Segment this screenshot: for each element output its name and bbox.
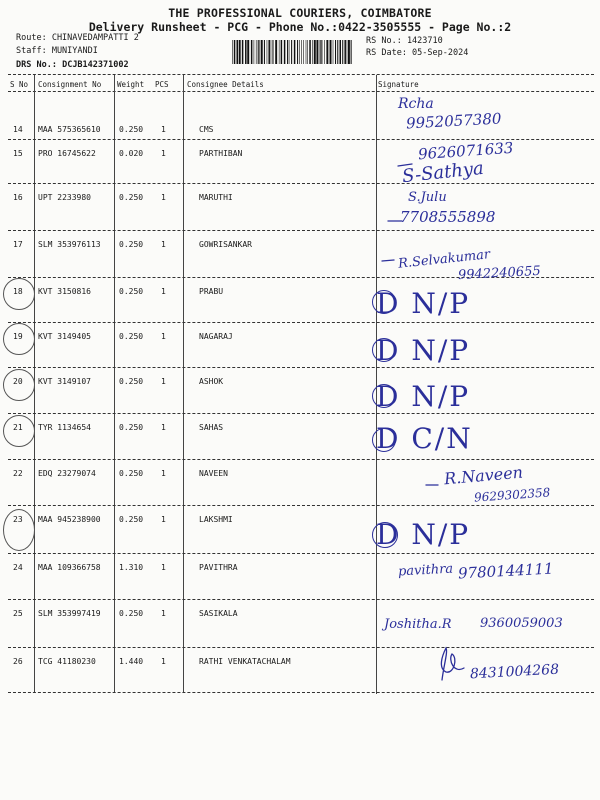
- signature-phone: 9952057380: [405, 109, 502, 133]
- signature-scribble: [432, 644, 468, 684]
- row-consignee: MARUTHI: [199, 193, 233, 202]
- row-weight: 1.440: [119, 657, 144, 666]
- row-pcs: 1: [161, 240, 166, 249]
- row-sno: 23: [13, 515, 23, 524]
- row-consignment: TYR 1134654: [38, 423, 91, 432]
- signature-handwriting: D N/P: [376, 518, 471, 551]
- signature-handwriting: Rcha: [398, 96, 434, 112]
- row-pcs: 1: [161, 609, 166, 618]
- row-sno: 19: [13, 332, 23, 341]
- row-consignment: KVT 3149107: [38, 377, 91, 386]
- route-text: Route: CHINAVEDAMPATTI 2: [16, 33, 139, 43]
- row-divider: [8, 183, 594, 184]
- signature-handwriting: R.Naveen: [443, 462, 524, 489]
- row-consignee: NAVEEN: [199, 469, 228, 478]
- signature-phone: 9360059003: [480, 616, 563, 631]
- row-consignee: RATHI VENKATACHALAM: [199, 657, 291, 666]
- row-weight: 0.250: [119, 515, 144, 524]
- row-consignment: UPT 2233980: [38, 193, 91, 202]
- row-weight: 1.310: [119, 563, 144, 572]
- row-sno: 15: [13, 149, 23, 158]
- row-consignment: SLM 353976113: [38, 240, 101, 249]
- barcode-image: [232, 40, 354, 64]
- col-sno: S No: [10, 80, 29, 89]
- signature-handwriting: D N/P: [376, 334, 471, 367]
- row-sno: 22: [13, 469, 23, 478]
- row-consignee: SAHAS: [199, 423, 224, 432]
- col-consignment: Consignment No: [38, 80, 102, 89]
- pencil-circle-mark: [3, 278, 35, 310]
- signature-handwriting: S.Julu: [408, 190, 447, 205]
- signature-handwriting: Joshitha.R: [384, 617, 452, 632]
- row-consignee: GOWRISANKAR: [199, 240, 252, 249]
- drs-number: [16, 60, 129, 70]
- row-consignee: ASHOK: [199, 377, 224, 386]
- signature-phone: 9942240655: [457, 263, 542, 284]
- signature-handwriting: D C/N: [376, 422, 473, 455]
- row-sno: 20: [13, 377, 23, 386]
- row-weight: 0.250: [119, 609, 144, 618]
- table-header: [0, 77, 600, 91]
- col-signature: Signature: [378, 80, 419, 89]
- row-consignment: EDQ 23279074: [38, 469, 96, 478]
- row-divider: [8, 505, 594, 506]
- row-consignment: MAA 575365610: [38, 125, 101, 134]
- rs-date: RS Date: 05-Sep-2024: [366, 48, 469, 58]
- row-pcs: 1: [161, 657, 166, 666]
- row-divider: [8, 230, 594, 231]
- row-consignee: LAKSHMI: [199, 515, 233, 524]
- row-pcs: 1: [161, 332, 166, 341]
- drs-value: DCJB142371002: [62, 60, 129, 70]
- row-consignee: PARTHIBAN: [199, 149, 243, 158]
- pen-dash: [380, 256, 398, 266]
- row-sno: 17: [13, 240, 23, 249]
- row-sno: 21: [13, 423, 23, 432]
- col-consignee: Consignee Details: [187, 80, 264, 89]
- row-sno: 16: [13, 193, 23, 202]
- col-pcs: PCS: [155, 80, 169, 89]
- row-divider: [8, 553, 594, 554]
- row-weight: 0.250: [119, 287, 144, 296]
- row-divider: [8, 459, 594, 460]
- row-pcs: 1: [161, 287, 166, 296]
- rs-number: RS No.: 1423710: [366, 36, 443, 46]
- row-consignment: SLM 353997419: [38, 609, 101, 618]
- row-consignee: PAVITHRA: [199, 563, 238, 572]
- row-consignment: KVT 3150816: [38, 287, 91, 296]
- row-weight: 0.020: [119, 149, 144, 158]
- row-consignment: PRO 16745622: [38, 149, 96, 158]
- runsheet-subtitle: Delivery Runsheet - PCG - Phone No.:0422-3505555 - Page No.:2: [88, 20, 512, 34]
- table-top-rule: [8, 74, 594, 75]
- staff-text: Staff: MUNIYANDI: [16, 46, 98, 56]
- signature-phone: 8431004268: [469, 661, 560, 683]
- row-pcs: 1: [161, 515, 166, 524]
- company-title: THE PROFESSIONAL COURIERS, COIMBATORE: [168, 6, 432, 20]
- signature-handwriting: S-Sathya: [401, 157, 485, 188]
- signature-phone: 7708555898: [400, 208, 496, 226]
- row-consignment: MAA 945238900: [38, 515, 101, 524]
- row-pcs: 1: [161, 469, 166, 478]
- row-pcs: 1: [161, 193, 166, 202]
- pencil-circle-mark: [3, 323, 35, 355]
- row-pcs: 1: [161, 125, 166, 134]
- pencil-circle-mark: [3, 369, 35, 401]
- pen-dash: [396, 160, 416, 170]
- pen-dash: [424, 480, 442, 490]
- drs-label: DRS No.:: [16, 60, 57, 70]
- row-divider: [8, 647, 594, 648]
- signature-handwriting: R.Selvakumar: [397, 247, 491, 272]
- row-consignee: CMS: [199, 125, 214, 134]
- row-weight: 0.250: [119, 469, 144, 478]
- row-sno: 25: [13, 609, 23, 618]
- row-pcs: 1: [161, 423, 166, 432]
- row-consignee: PRABU: [199, 287, 224, 296]
- row-consignment: KVT 3149405: [38, 332, 91, 341]
- row-weight: 0.250: [119, 377, 144, 386]
- row-sno: 24: [13, 563, 23, 572]
- pen-dash: [386, 216, 406, 226]
- signature-phone: 9780144111: [457, 559, 554, 583]
- row-weight: 0.250: [119, 423, 144, 432]
- signature-handwriting: pavithra: [397, 561, 454, 580]
- row-consignee: NAGARAJ: [199, 332, 233, 341]
- col-weight: Weight: [117, 80, 145, 89]
- row-divider: [8, 413, 594, 414]
- signature-phone: 9629302358: [473, 485, 551, 505]
- row-sno: 14: [13, 125, 23, 134]
- row-consignment: TCG 41180230: [38, 657, 96, 666]
- row-divider: [8, 367, 594, 368]
- row-consignment: MAA 109366758: [38, 563, 101, 572]
- row-consignee: SASIKALA: [199, 609, 238, 618]
- row-divider: [8, 599, 594, 600]
- row-weight: 0.250: [119, 125, 144, 134]
- signature-phone: 9626071633: [417, 138, 514, 164]
- row-sno: 26: [13, 657, 23, 666]
- pencil-circle-mark: [3, 415, 35, 447]
- row-pcs: 1: [161, 149, 166, 158]
- row-pcs: 1: [161, 377, 166, 386]
- pencil-circle-mark: [3, 509, 35, 551]
- signature-handwriting: D N/P: [376, 380, 471, 413]
- row-weight: 0.250: [119, 193, 144, 202]
- table-header-rule: [8, 91, 594, 92]
- row-pcs: 1: [161, 563, 166, 572]
- table-bottom-rule: [8, 692, 594, 693]
- row-divider: [8, 322, 594, 323]
- row-sno: 18: [13, 287, 23, 296]
- row-weight: 0.250: [119, 332, 144, 341]
- signature-handwriting: D N/P: [376, 287, 471, 320]
- row-weight: 0.250: [119, 240, 144, 249]
